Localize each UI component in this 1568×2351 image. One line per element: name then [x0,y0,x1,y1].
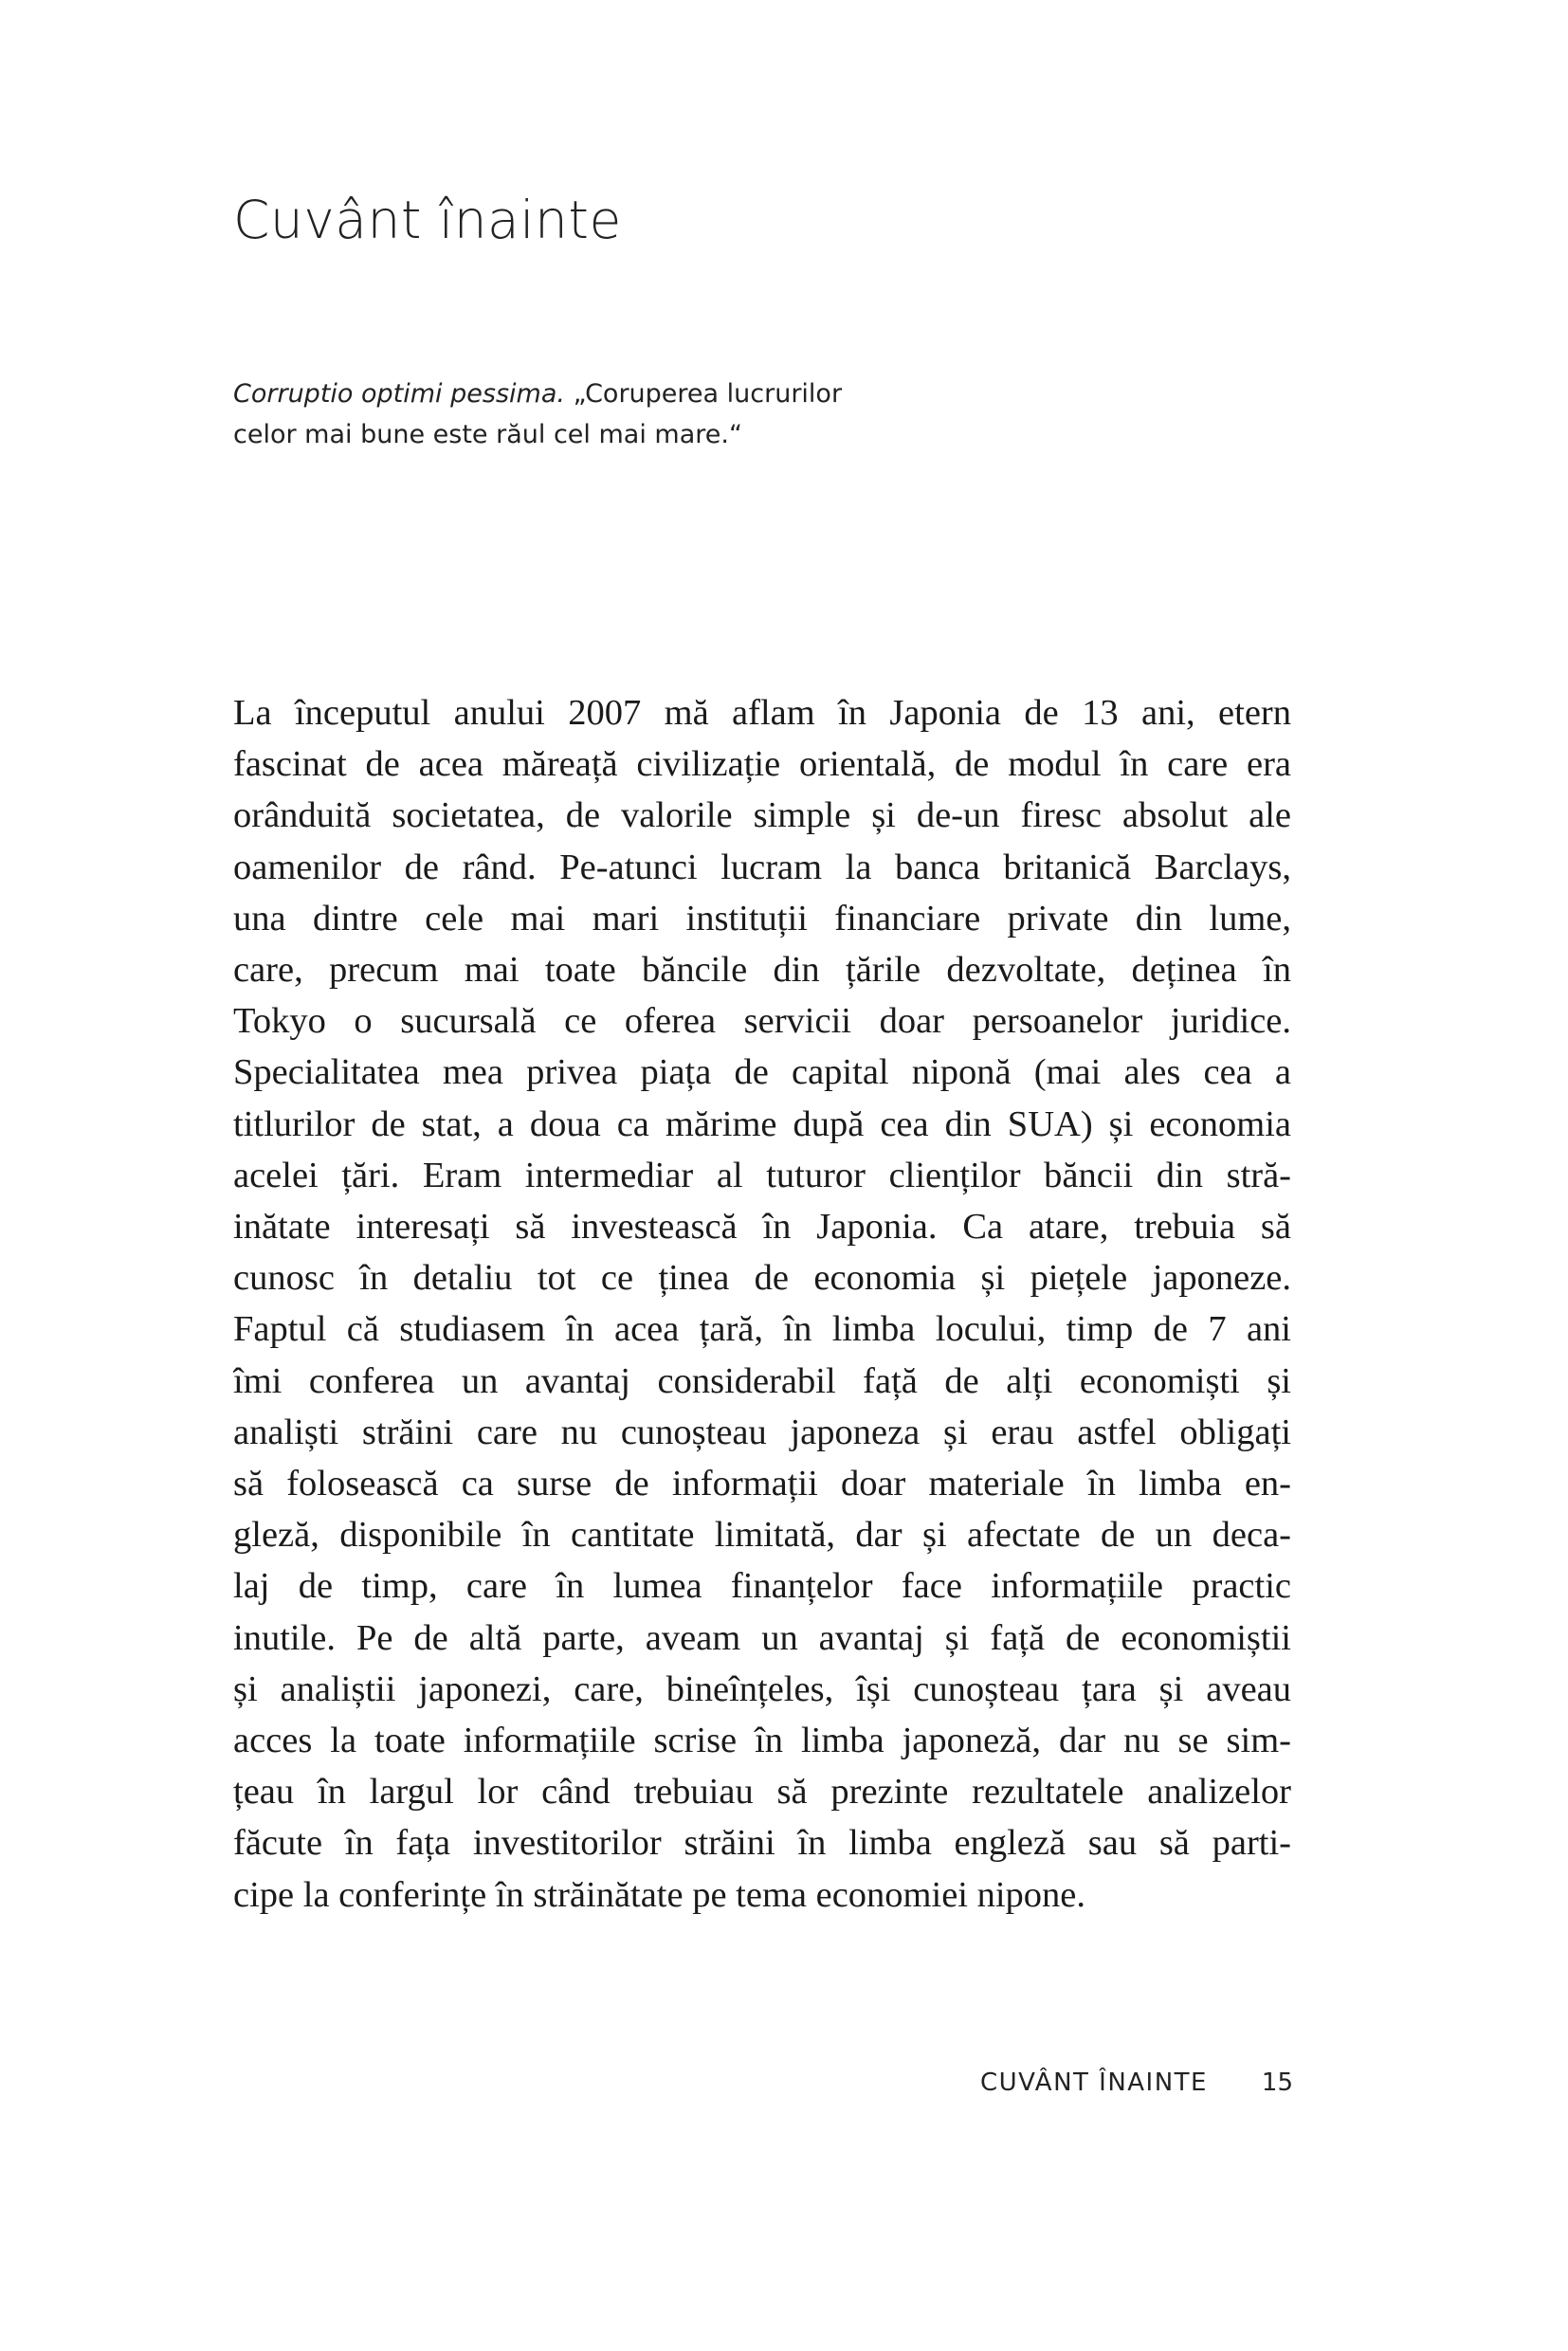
body-line: acces la toate informațiile scrise în limba japoneză, dar nu se sim- [233,1721,1291,1761]
page-number: 15 [1261,2069,1293,2097]
page-footer [0,2069,1293,2106]
body-line: gleză, disponibile în cantitate limitată, dar și afectate de un deca- [233,1515,1291,1556]
body-line: să folosească ca surse de informații doar materiale în limba en- [233,1464,1291,1504]
body-line: acelei țări. Eram intermediar al tuturor clienților băncii din stră- [233,1155,1291,1195]
body-line: cipe la conferințe în străinătate pe tema economiei nipone. [233,1874,1086,1915]
body-line: titlurilor de stat, a doua ca mărime după cea din SUA) și economia [233,1103,1291,1144]
chapter-title: Cuvânt înainte [233,190,622,250]
body-line: orânduită societatea, de valorile simple și de-un firesc absolut ale [233,795,1291,836]
body-line: oamenilor de rând. Pe-atunci lucram la banca britanică Barclays, [233,847,1291,887]
epigraph-translation-line2: celor mai bune este răul cel mai mare.“ [233,420,742,449]
body-line: Faptul că studiasem în acea țară, în limba locului, timp de 7 ani [233,1309,1291,1350]
body-line: analiști străini care nu cunoșteau japoneza și erau astfel obligați [233,1412,1291,1452]
body-paragraph [233,687,1291,1921]
body-line: țeau în largul lor când trebuiau să prezinte rezultatele analizelor [233,1772,1291,1813]
body-line: laj de timp, care în lumea finanțelor face informațiile practic [233,1566,1291,1607]
body-line: La începutul anului 2007 mă aflam în Japonia de 13 ani, etern [233,693,1291,733]
epigraph-latin: Corruptio optimi pessima. [233,379,565,409]
body-line: care, precum mai toate băncile din țările dezvoltate, deținea în [233,950,1291,991]
epigraph-translation-line1: „Coruperea lucrurilor [573,379,843,409]
epigraph [233,374,916,455]
body-line: Specialitatea mea privea piața de capital niponă (mai ales cea a [233,1052,1291,1093]
body-line: cunosc în detaliu tot ce ținea de economia și piețele japoneze. [233,1258,1291,1299]
body-line: făcute în fața investitorilor străini în limba engleză sau să parti- [233,1823,1291,1864]
running-head: CUVÂNT ÎNAINTE [979,2069,1208,2097]
body-line: una dintre cele mai mari instituții financiare private din lume, [233,898,1291,939]
body-line: îmi conferea un avantaj considerabil față de alți economiști și [233,1360,1291,1401]
body-line: și analiștii japonezi, care, bineînțeles, își cunoșteau țara și aveau [233,1668,1291,1709]
body-line: inătate interesați să investească în Japonia. Ca atare, trebuia să [233,1207,1291,1248]
body-line: Tokyo o sucursală ce oferea servicii doar persoanelor juridice. [233,1001,1291,1042]
body-line: fascinat de acea măreață civilizație orientală, de modul în care era [233,744,1291,785]
body-line: inutile. Pe de altă parte, aveam un avantaj și față de economiștii [233,1617,1291,1658]
